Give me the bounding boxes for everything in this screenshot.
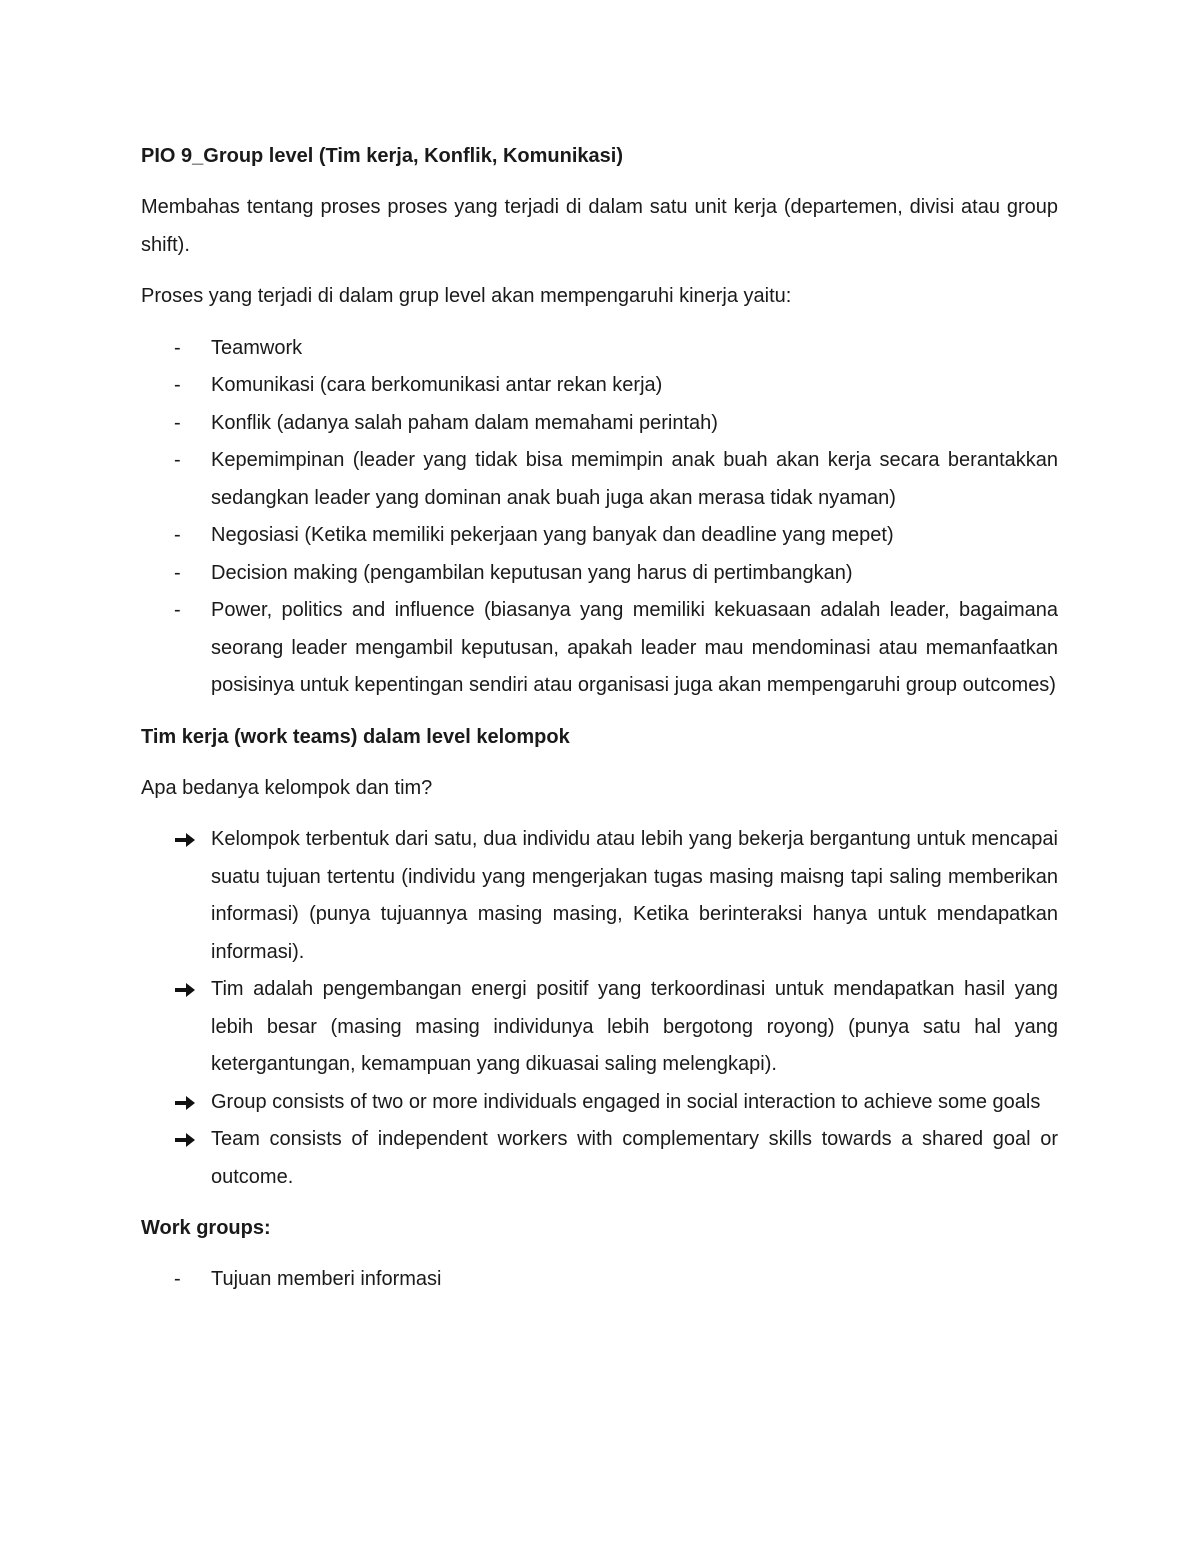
list-item [141,555,1058,593]
list-item-text: Kepemimpinan (leader yang tidak bisa memimpin anak buah akan kerja secara berantakkan sedangkan leader yang dominan anak buah juga akan merasa tidak nyaman) [211,449,1058,509]
dash-marker: - [174,336,181,359]
list-item [141,517,1058,555]
list-item-text: Team consists of independent workers with complementary skills towards a shared goal or outcome. [211,1128,1058,1188]
document-title: PIO 9_Group level (Tim kerja, Konflik, Komunikasi) [141,145,623,167]
dash-marker: - [174,374,181,396]
intro-paragraph: Membahas tentang proses proses yang terjadi di dalam satu unit kerja (departemen, divisi atau group shift). [141,196,1058,256]
arrow-right-icon [174,821,198,858]
list-item [141,405,1058,443]
list-item [141,1084,1058,1122]
list-item-text: Komunikasi (cara berkomunikasi antar rekan kerja) [211,374,663,396]
list-item [141,442,1058,517]
document-page [141,138,1058,1313]
list-item-text: Kelompok terbentuk dari satu, dua individu atau lebih yang bekerja bergantung untuk mencapai suatu tujuan tertentu (individu yang mengerjakan tugas masing maisng tapi saling memberikan informasi) (punya tujuannya masing masing, Ketika berinteraksi hanya untuk mendapatkan informasi). [211,828,1058,963]
arrow-right-icon [174,1084,198,1121]
list-item-text: Power, politics and influence (biasanya yang memiliki kekuasaan adalah leader, bagaimana seorang leader mengambil keputusan, apakah leader mau mendominasi atau memanfaatkan posisinya untuk kepentingan sendiri atau organisasi juga akan mempengaruhi group outcomes) [211,599,1058,696]
section-heading-work-teams: Tim kerja (work teams) dalam level kelompok [141,725,570,748]
arrow-right-icon [174,1121,198,1158]
process-lead-paragraph: Proses yang terjadi di dalam grup level akan mempengaruhi kinerja yaitu: [141,285,792,307]
list-item-text: Negosiasi (Ketika memiliki pekerjaan yang banyak dan deadline yang mepet) [211,524,894,546]
list-item [141,592,1058,705]
work-groups-list [141,1261,1058,1299]
arrow-list [141,821,1058,1196]
list-item-text: Teamwork [211,336,303,359]
list-item-text: Group consists of two or more individuals engaged in social interaction to achieve some goals [211,1090,1041,1113]
arrow-right-icon [174,971,198,1008]
dash-marker: - [174,524,181,546]
list-item-text: Tujuan memberi informasi [211,1268,442,1290]
list-item-text: Decision making (pengambilan keputusan yang harus di pertimbangkan) [211,561,853,584]
list-item-text: Tim adalah pengembangan energi positif yang terkoordinasi untuk mendapatkan hasil yang lebih besar (masing masing individunya lebih bergotong royong) (punya satu hal yang ketergantungan, kemampuan yang dikuasai saling melengkapi). [211,978,1058,1075]
dash-marker: - [174,449,181,471]
list-item [141,821,1058,971]
list-item-text: Konflik (adanya salah paham dalam memahami perintah) [211,411,718,434]
section-heading-work-groups: Work groups: [141,1217,271,1239]
process-list [141,330,1058,705]
dash-marker: - [174,411,181,434]
list-item [141,971,1058,1084]
list-item [141,330,1058,368]
list-item [141,1121,1058,1196]
dash-marker: - [174,599,181,621]
dash-marker: - [174,561,181,584]
list-item [141,1261,1058,1299]
question-paragraph: Apa bedanya kelompok dan tim? [141,776,433,799]
list-item [141,367,1058,405]
dash-marker: - [174,1268,181,1290]
